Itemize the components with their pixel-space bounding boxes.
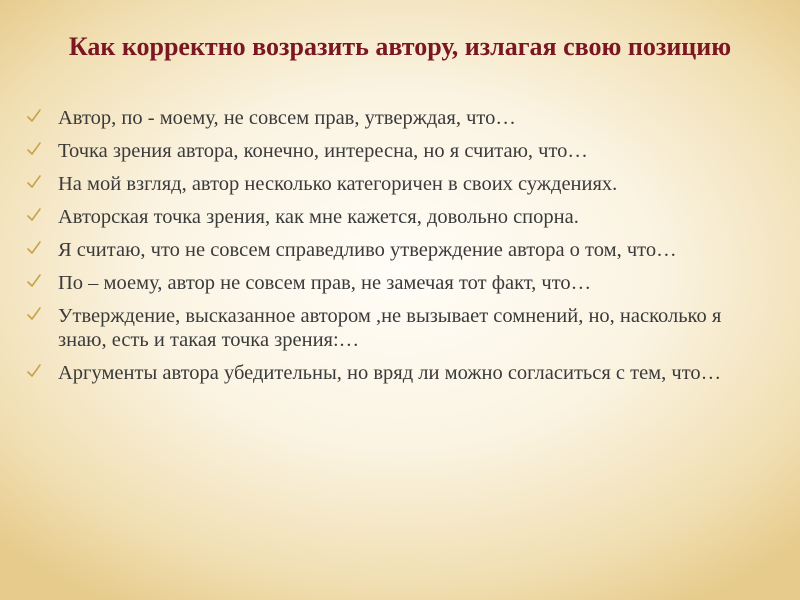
checkmark-icon [26,239,42,257]
list-item [24,271,764,295]
list-item [24,205,764,229]
checkmark-icon [26,362,42,380]
list-item-text: Авторская точка зрения, как мне кажется, довольно спорна. [58,206,579,228]
checkmark-icon [26,272,42,290]
bullet-list [24,106,764,394]
checkmark-icon [26,305,42,323]
list-item-text: На мой взгляд, автор несколько категоричен в своих суждениях. [58,173,618,195]
list-item [24,238,764,262]
checkmark-icon [26,173,42,191]
checkmark-icon [26,107,42,125]
list-item [24,106,764,130]
checkmark-icon [26,206,42,224]
list-item-text: Аргументы автора убедительны, но вряд ли можно согласиться с тем, что… [58,362,722,384]
list-item-text: Точка зрения автора, конечно, интересна, но я считаю, что… [58,140,588,162]
list-item [24,361,764,385]
list-item-text: Утверждение, высказанное автором ,не вызывает сомнений, но, насколько я знаю, есть и такая точка зрения:… [58,305,722,351]
list-item [24,304,764,352]
list-item-text: По – моему, автор не совсем прав, не замечая тот факт, что… [58,272,592,294]
checkmark-icon [26,140,42,158]
list-item [24,139,764,163]
list-item [24,172,764,196]
list-item-text: Я считаю, что не совсем справедливо утверждение автора о том, что… [58,239,677,261]
slide-title: Как корректно возразить автору, излагая свою позицию [68,32,732,61]
list-item-text: Автор, по - моему, не совсем прав, утверждая, что… [58,107,516,129]
